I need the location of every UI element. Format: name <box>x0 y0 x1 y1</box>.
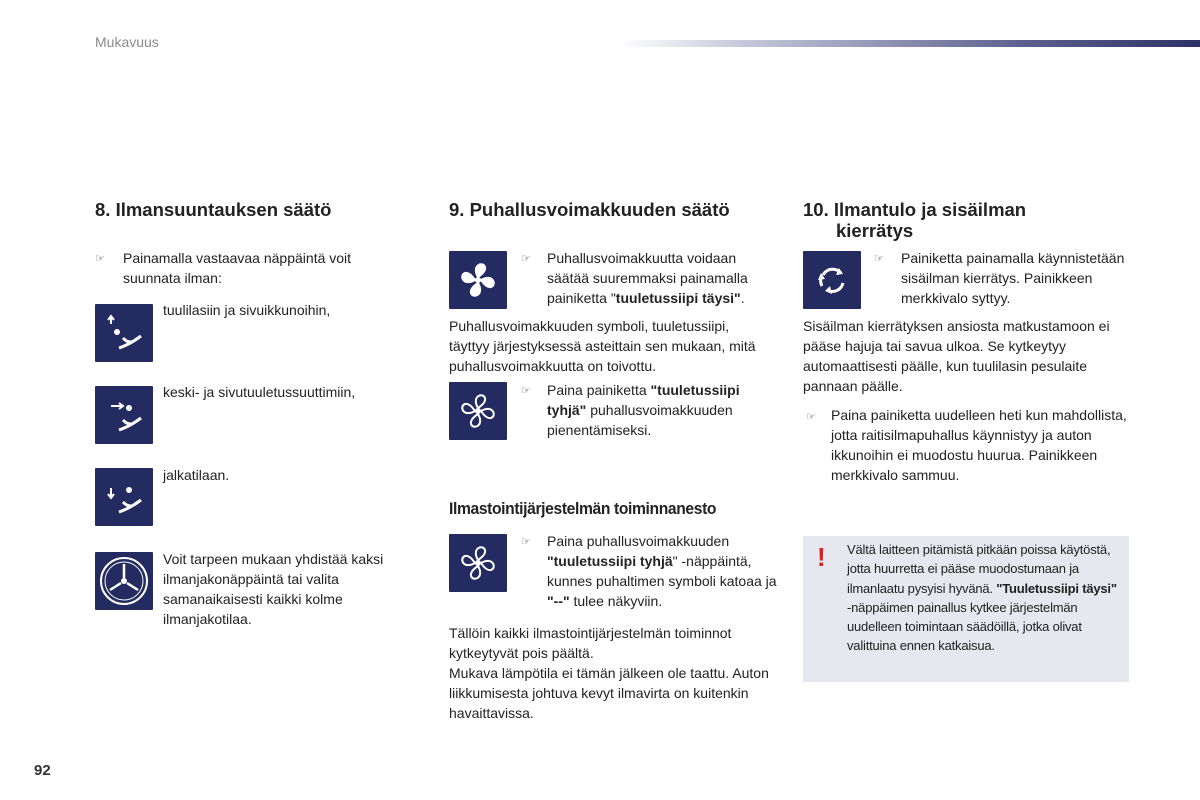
bullet-icon: ☞ <box>521 536 531 548</box>
warning-box <box>803 536 1129 682</box>
recirculation-on-text: Painiketta painamalla käynnistetään sisäilman kierrätys. Painikkeen merkkivalo syttyy. <box>901 250 1125 306</box>
fan-empty-icon <box>449 382 507 440</box>
fan-increase-text: Puhallusvoimakkuutta voidaan säätää suuremmaksi painamalla painiketta "tuuletussiipi täysi". <box>547 250 748 306</box>
warning-text: Vältä laitteen pitämistä pitkään poissa käytöstä, jotta huurretta ei pääse muodostumaan ja ilmanlaatu pysyisi hyvänä. "Tuuletussiipi täysi" -näppäimen painallus kytkee järjestelmän uudelleen toimintaan säädöillä, jotka olivat valittuina ennen katkaisua. <box>847 542 1117 654</box>
airflow-option-3: jalkatilaan. <box>163 467 230 483</box>
fan-symbol-text: Puhallusvoimakkuuden symboli, tuuletussiipi, täyttyy järjestyksessä asteittain sen mukaan, mitä puhallusvoimakkuutta on toivottu. <box>449 318 756 374</box>
section-header: Mukavuus <box>95 34 159 50</box>
bullet-icon: ☞ <box>806 411 816 423</box>
airflow-option-1: tuulilasiin ja sivuikkunoihin, <box>163 302 331 318</box>
airflow-windscreen-icon <box>95 304 153 362</box>
recirculation-off-text: Paina painiketta uudelleen heti kun mahdollista, jotta raitisilmapuhallus käynnistyy ja auton ikkunoihin ei muodostu huurua. Painikkeen merkkivalo sammuu. <box>831 407 1127 483</box>
page-number: 92 <box>34 762 51 779</box>
col1-intro: Painamalla vastaavaa näppäintä voit suunnata ilman: <box>123 250 352 286</box>
section-10-title-line1: 10. Ilmantulo ja sisäilman <box>803 199 1027 220</box>
section-9-title: 9. Puhallusvoimakkuuden säätö <box>449 199 730 220</box>
combined-distribution-icon <box>95 552 153 610</box>
ac-off-instruction: Paina puhallusvoimakkuuden "tuuletussiipi tyhjä" -näppäintä, kunnes puhaltimen symboli katoaa ja "--" tulee näkyviin. <box>547 533 777 609</box>
section-10-title-line2: kierrätys <box>836 220 914 241</box>
warning-icon: ! <box>817 542 826 572</box>
fan-empty-icon-2 <box>449 534 507 592</box>
bullet-icon: ☞ <box>874 253 884 265</box>
section-10-title <box>803 199 1026 241</box>
airflow-option-2: keski- ja sivutuuletussuuttimiin, <box>163 384 356 400</box>
bullet-icon: ☞ <box>521 385 531 397</box>
ac-off-subtitle: Ilmastointijärjestelmän toiminnanesto <box>449 499 717 518</box>
header-gradient-bar <box>620 40 1200 47</box>
ac-off-result: Tällöin kaikki ilmastointijärjestelmän toiminnot kytkeytyvät pois päältä. Mukava lämpötila ei tämän jälkeen ole taattu. Auton liikkumisesta johtuva kevyt ilmavirta on kuitenkin havaittavissa. <box>449 625 769 721</box>
bullet-icon: ☞ <box>95 253 105 265</box>
fan-full-icon <box>449 251 507 309</box>
fan-decrease-text: Paina painiketta "tuuletussiipi tyhjä" puhallusvoimakkuuden pienentämiseksi. <box>547 382 740 438</box>
recirculation-icon <box>803 251 861 309</box>
airflow-vents-icon <box>95 386 153 444</box>
bullet-icon: ☞ <box>521 253 531 265</box>
section-8-title: 8. Ilmansuuntauksen säätö <box>95 199 332 220</box>
airflow-feet-icon <box>95 468 153 526</box>
recirculation-info: Sisäilman kierrätyksen ansiosta matkustamoon ei pääse hajuja tai savua ulkoa. Se kytkeytyy automaattisesti päälle, kun tuulilasin pesulaite pannaan päälle. <box>803 318 1110 394</box>
combine-text: Voit tarpeen mukaan yhdistää kaksi ilmanjakonäppäintä tai valita samanaikaisesti kaikki kolme ilmanjakotilaa. <box>163 551 384 627</box>
